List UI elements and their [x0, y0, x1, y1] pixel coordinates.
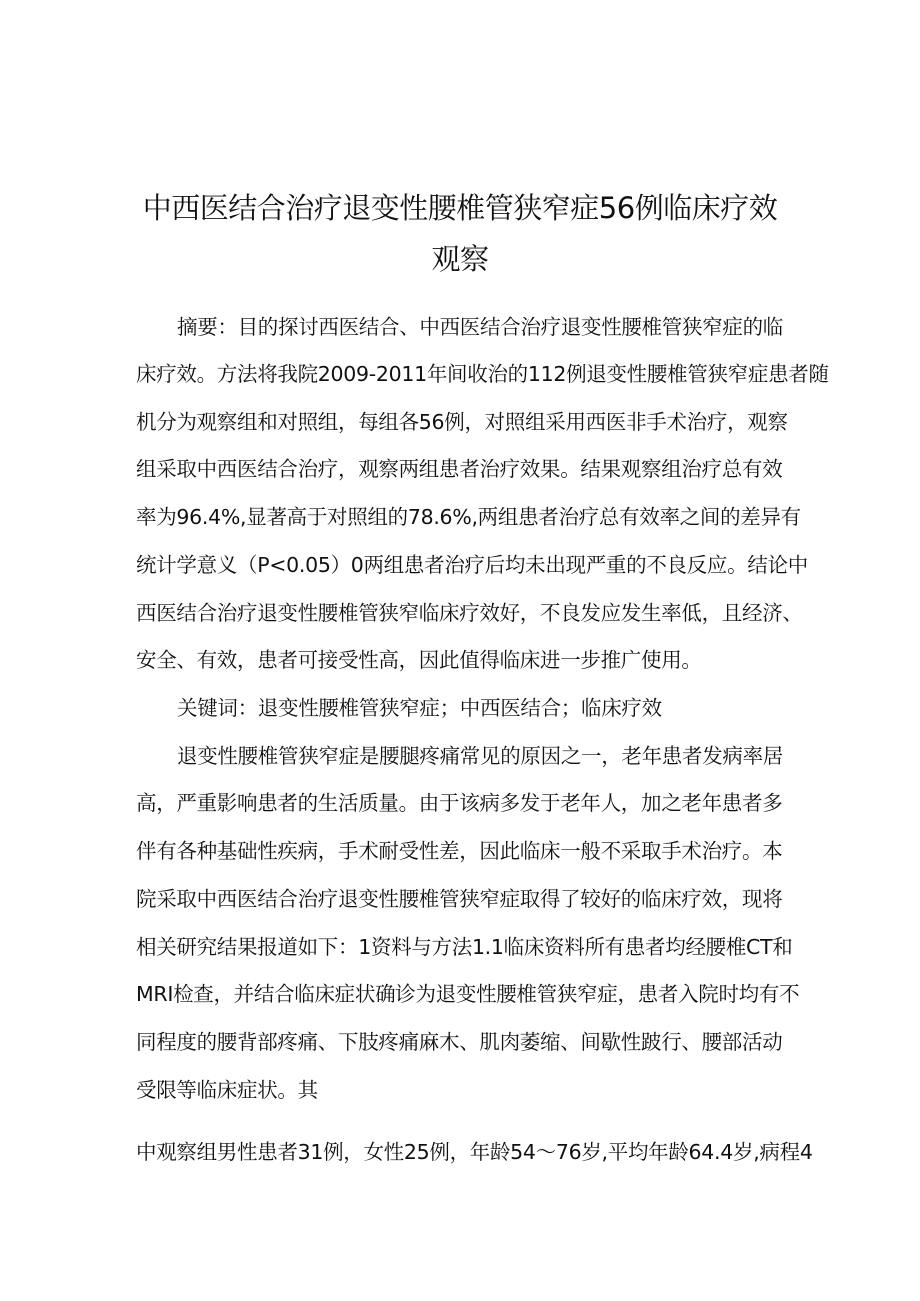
intro-line: 相关研究结果报道如下：1资料与方法1.1临床资料所有患者均经腰椎CT和 — [136, 935, 793, 959]
abstract-line: 安全、有效，患者可接受性高，因此值得临床进一步推广使用。 — [136, 648, 702, 672]
abstract-line: 摘要：目的探讨西医结合、中西医结合治疗退变性腰椎管狭窄症的临 — [177, 315, 783, 339]
intro-line: 伴有各种基础性疾病，手术耐受性差，因此临床一般不采取手术治疗。本 — [136, 839, 783, 863]
intro-line: 高，严重影响患者的生活质量。由于该病多发于老年人，加之老年患者多 — [136, 791, 783, 815]
title-line-1: 中西医结合治疗退变性腰椎管狭窄症56例临床疗效 — [142, 191, 778, 225]
continuation-line: 中观察组男性患者31例，女性25例，年龄54～76岁,平均年龄64.4岁,病程4 — [136, 1140, 813, 1164]
abstract-line: 机分为观察组和对照组，每组各56例，对照组采用西医非手术治疗，观察 — [136, 410, 788, 434]
intro-line: MRI检查，并结合临床症状确诊为退变性腰椎管狭窄症，患者入院时均有不 — [136, 982, 800, 1006]
abstract-line: 率为96.4%,显著高于对照组的78.6%,两组患者治疗总有效率之间的差异有 — [136, 505, 801, 529]
abstract-line: 西医结合治疗退变性腰椎管狭窄临床疗效好，不良发应发生率低，且经济、 — [136, 601, 803, 625]
abstract-line: 统计学意义（P<0.05）0两组患者治疗后均未出现严重的不良反应。结论中 — [136, 553, 808, 577]
keywords-line: 关键词：退变性腰椎管狭窄症；中西医结合；临床疗效 — [177, 696, 662, 720]
abstract-line: 组采取中西医结合治疗，观察两组患者治疗效果。结果观察组治疗总有效 — [136, 457, 783, 481]
title-line-2: 观察 — [431, 242, 489, 276]
intro-line: 同程度的腰背部疼痛、下肢疼痛麻木、肌肉萎缩、间歇性跛行、腰部活动 — [136, 1030, 783, 1054]
intro-line: 受限等临床症状。其 — [136, 1078, 318, 1102]
abstract-line: 床疗效。方法将我院2009-2011年间收治的112例退变性腰椎管狭窄症患者随 — [136, 362, 829, 386]
intro-line: 退变性腰椎管狭窄症是腰腿疼痛常见的原因之一，老年患者发病率居 — [177, 744, 783, 768]
intro-line: 院采取中西医结合治疗退变性腰椎管狭窄症取得了较好的临床疗效，现将 — [136, 887, 783, 911]
